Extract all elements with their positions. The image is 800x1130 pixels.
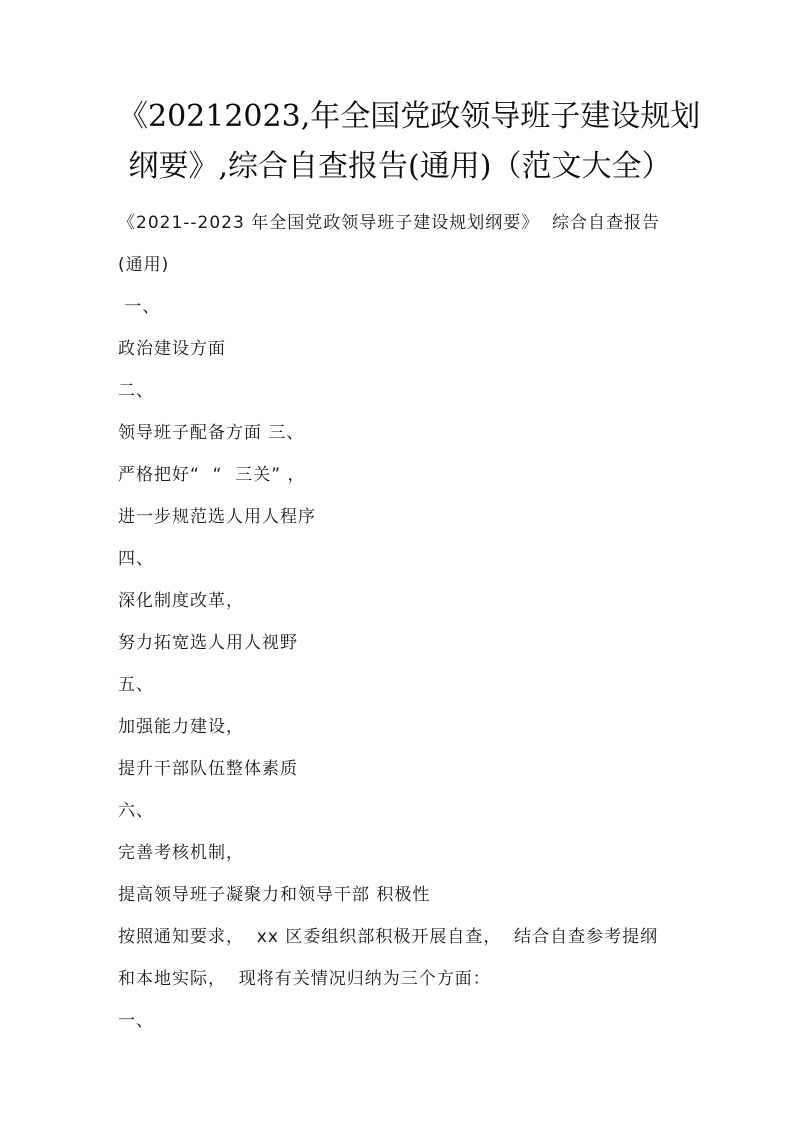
body-line: 《2021--2023 年全国党政领导班子建设规划纲要》 综合自查报告 (118, 213, 661, 233)
body-line: 政治建设方面 (118, 339, 226, 359)
body-line: 五、 (118, 675, 154, 695)
body-line: 深化制度改革， (118, 591, 244, 611)
body-line: 四、 (118, 549, 154, 569)
body-line: 六、 (118, 801, 154, 821)
body-line: 领导班子配备方面 三、 (118, 423, 305, 443)
body-line: 提升干部队伍整体素质 (118, 759, 298, 779)
body-line: (通用) (118, 255, 170, 275)
body-line: 一、 (118, 1011, 154, 1031)
document-title (118, 92, 701, 192)
title-line-2: 纲要》,综合自查报告(通用)（范文大全） (128, 149, 672, 184)
body-line: 进一步规范选人用人程序 (118, 507, 316, 527)
title-line-1: 《20212023,年全国党政领导班子建设规划 (118, 99, 701, 134)
body-line: 完善考核机制， (118, 843, 244, 863)
body-line: 一、 (118, 297, 161, 317)
body-line: 严格把好“ “ 三关” ， (118, 465, 306, 485)
body-line: 提高领导班子凝聚力和领导干部 积极性 (118, 885, 431, 905)
body-line: 加强能力建设， (118, 717, 244, 737)
body-line: 二、 (118, 381, 154, 401)
body-line: 按照通知要求， xx 区委组织部积极开展自查， 结合自查参考提纲 (118, 927, 659, 947)
body-line: 和本地实际， 现将有关情况归纳为三个方面： (118, 969, 491, 989)
body-line: 努力拓宽选人用人视野 (118, 633, 298, 653)
